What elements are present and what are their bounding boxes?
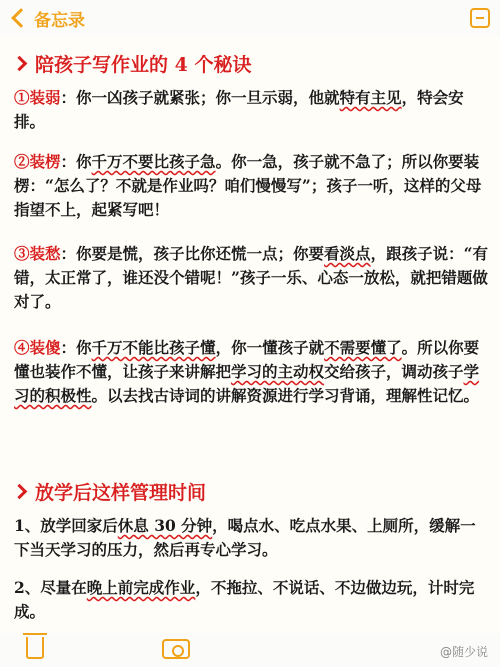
tip-number: ③ — [14, 244, 30, 263]
tip-underlined: 千万不能比孩子懂 — [91, 338, 216, 357]
arrow-icon — [12, 56, 28, 72]
tip-number: ② — [14, 152, 30, 171]
tip-text: ：你 — [60, 338, 92, 357]
tip-text: ，你一懂孩子就 — [215, 338, 325, 357]
tip-text: 交给孩子，调动孩子 — [324, 362, 464, 381]
tip-underlined: 不需要懂了 — [324, 338, 402, 357]
section-heading-text: 放学后这样管理时间 — [35, 482, 207, 504]
tip-text: 。以去找古诗词的讲解资源进行学习背诵，理解性记忆。 — [91, 386, 480, 405]
section-heading-text: 陪孩子写作业的 4 个秘诀 — [35, 54, 252, 76]
trash-icon[interactable] — [26, 637, 44, 659]
tip-2 — [14, 150, 490, 222]
tip-underlined: 特有主见 — [339, 88, 402, 107]
tip-1 — [14, 86, 490, 134]
tip-text: ：你要是慌，孩子比你还慌一点；你要 — [60, 244, 325, 263]
share-icon[interactable] — [470, 8, 490, 28]
bottom-toolbar — [0, 633, 500, 667]
item-underlined: 休息 30 分钟 — [117, 516, 213, 535]
item-underlined: 晚上前完成作业 — [86, 578, 196, 597]
tip-underlined: 看淡点 — [324, 244, 371, 263]
tip-number: ① — [14, 88, 30, 107]
tip-text: ：你一凶孩子就紧张；你一旦示弱，他就 — [60, 88, 340, 107]
tip-text: ，跟孩子说：“有错，太正常了，谁还没个错呢！”孩子一乐、心态一放松，就把错题做对了。 — [14, 244, 488, 311]
tip-underlined: 学习的积极性 — [14, 362, 480, 405]
time-item-2 — [14, 576, 490, 624]
item-text: ，不拖拉、不说话、不边做边玩，计时完成。 — [14, 578, 475, 621]
tip-keyword: 装弱 — [29, 88, 61, 107]
back-label: 备忘录 — [34, 10, 85, 31]
chevron-left-icon — [11, 8, 31, 28]
tip-keyword: 装傻 — [29, 338, 61, 357]
tip-text: 。你一急，孩子就不急了；所以你要装楞：“怎么了？不就是作业吗？咱们慢慢写”；孩子一听，这样的父母指望不上，起紧写吧！ — [14, 152, 482, 219]
tip-underlined: 学习的主动权 — [231, 362, 325, 381]
section-heading-secrets — [14, 50, 251, 77]
tip-3 — [14, 242, 490, 314]
item-text: 1、放学回家后 — [14, 516, 118, 535]
camera-icon[interactable] — [162, 639, 190, 659]
back-button[interactable] — [10, 6, 85, 31]
watermark: @随少说 — [439, 645, 488, 659]
arrow-icon — [12, 484, 28, 500]
section-heading-time — [14, 478, 206, 505]
top-bar — [0, 0, 500, 36]
tip-underlined: 千万不要比孩子急 — [91, 152, 216, 171]
tip-number: ④ — [14, 338, 30, 357]
time-item-1 — [14, 514, 490, 562]
tip-keyword: 装愁 — [29, 244, 61, 263]
tip-4 — [14, 336, 490, 408]
tip-text: ：你 — [60, 152, 92, 171]
tip-text: 。所以你要懂也装作不懂，让孩子来讲解把 — [14, 338, 480, 381]
item-text: ，喝点水、吃点水果、上厕所，缓解一下当天学习的压力，然后再专心学习。 — [14, 516, 476, 559]
item-text: 2、尽量在 — [14, 578, 87, 597]
tip-keyword: 装楞 — [29, 152, 61, 171]
tip-text: ，特会安排。 — [14, 88, 464, 131]
